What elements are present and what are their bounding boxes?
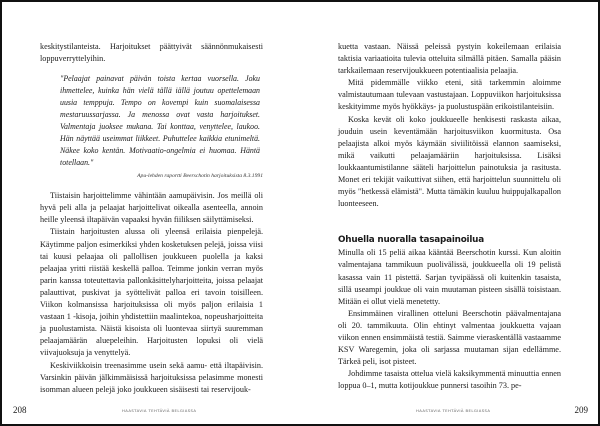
running-head: HAASTAVIA TEHTÄVIÄ BELGIASSA <box>122 408 197 413</box>
paragraph: Keskiviikkoisin treenasimme usein sekä aamu- että iltapäivisin. Varsinkin päivän jälkimmäisissä harjoituksissa pelasimme monesti isomman alueen pelejä joko joukkueen sisäisesti tai reservijouk- <box>40 360 263 394</box>
paragraph: Johdimme tasaista ottelua vielä kaksikymmentä minuuttia ennen loppua 0–1, mutta kotijoukkue punnersi tasoihin 73. pe- <box>338 369 561 391</box>
paragraph: Tiistain harjoitusten alussa oli yleensä erilaisia pienpelejä. Käytimme paljon esimerkiksi yhden kosketuksen pelejä, joissa viisi tai kuusi pelaajaa oli pallollisen joukkueen puolella ja kaksi pelaajaa yritti riistää keskellä palloa. Teimme jonkin verran myös parin kanssa toteutettavia pallonkäsittelyharjoitteita, joissa pelaajat palauttivat, puskivat ja syöttelivät palloa eri tavoin toisilleen. Viikon kolmansissa harjoituksissa oli myös paljon erilaisia 1 vastaan 1 -kisoja, joihin yhdistettiin maalintekoa, nopeusharjoitteita ja puolustamista. Näistä kisoista oli luontevaa siirtyä suuremman pelaajamäärän aluepeleihin. Harjoitusten lopuksi oli vielä viivajuoksuja ja venyttelyä. <box>40 227 263 358</box>
right-page <box>300 2 600 424</box>
paragraph: Minulla oli 15 peliä aikaa kääntää Beerschotin kurssi. Kun aloitin valmentajana tammikuun puolivälissä, joukkueella oli 19 pelistä kasassa vain 11 pistettä. Sarjan tyvipäässä oli kuitenkin tasaista, sillä useampi joukkue oli vain muutaman pisteen sisällä toisistaan. Mitään ei ollut vielä menetetty. <box>338 248 561 306</box>
paragraph: Koska kevät oli koko joukkueelle henkisesti raskasta aikaa, jouduin usein keventämään harjoitusviikon kuormitusta. Osa pelaajista alkoi myös käymään siviilitöissä elannon saamiseksi, mikä vaikutti pelaajamääriin harjoituksissa. Lisäksi loukkaantumistilanne sääteli harjoittelun painotuksia ja rasitusta. Monet eri tekijät vaikuttivat siihen, että harjoittelun suunnittelu oli myös "hetkessä elämistä". Mutta tämäkin kuuluu huippujalkapallon luonteeseen. <box>338 114 561 209</box>
left-page-body <box>40 41 263 396</box>
page-number: 209 <box>574 405 588 415</box>
section-heading: Ohuella nuoralla tasapainoilua <box>338 235 484 246</box>
right-page-body <box>338 41 561 392</box>
left-page <box>2 2 300 424</box>
paragraph: Tiistaisin harjoittelimme vähintään aamupäivisin. Jos meillä oli hyvä peli alla ja pelaajat harjoittelivat oikealla asenteella, annoin heille yleensä iltapäivän vapaaksi hyvän fiiliksen säilyttämiseksi. <box>40 191 263 225</box>
paragraph: keskitystilanteista. Harjoitukset päättyivät säännönmukaisesti loppuverryttelyihin. <box>40 42 263 64</box>
paragraph: Ensimmäinen virallinen otteluni Beerschotin päävalmentajana oli 20. tammikuuta. Olin ehtinyt valmentaa joukkuetta vajaan viikon ennen ensimmäistä testiä. Saimme vieraskentällä vastaamme KSV Waregemin, joka oli sarjassa muutaman sijan edellämme. Tärkeä peli, isot pisteet. <box>338 308 561 367</box>
running-head: HAASTAVIA TEHTÄVIÄ BELGIASSA <box>416 408 491 413</box>
block-quote: "Pelaajat painavat päivän toista kertaa vuorsella. Joku ihmettelee, kuinka hän vielä tällä iällä joutuu opettelemaan uusia temppuja. Tempo on kovempi kuin suomalaisessa mestaruussarjassa. Ja menossa ovat vasta harjoitukset. Valmentaja juoksee mukana. Tai konttaa, venyttelee, laukoo. Hän näyttää useimmat liikkeet. Puhuttelee kaikkia etunimeltä. Näkee koko kentän. Motivaatio-ongelmia ei huomaa. Häntä totellaan." <box>60 74 260 168</box>
paragraph: kuetta vastaan. Näissä peleissä pystyin kokeilemaan erilaisia taktisia variaatioita tulevia otteluita silmällä pitäen. Samalla pääsin tarkkailemaan reservijoukkueen potentiaalisia pelaajia. <box>338 42 561 76</box>
paragraph: Mitä pidemmälle viikko eteni, sitä tarkemmin aloimme valmistautumaan tulevaan vastustajaan. Loppuviikon harjoituksissa keskityimme myös hyökkäys- ja puolustuspään erikoistilanteisiin. <box>338 78 561 112</box>
page-number: 208 <box>13 405 27 415</box>
quote-source: Apu-lehden raportti Beerschotin harjoituksista 8.3.1991 <box>137 173 263 180</box>
